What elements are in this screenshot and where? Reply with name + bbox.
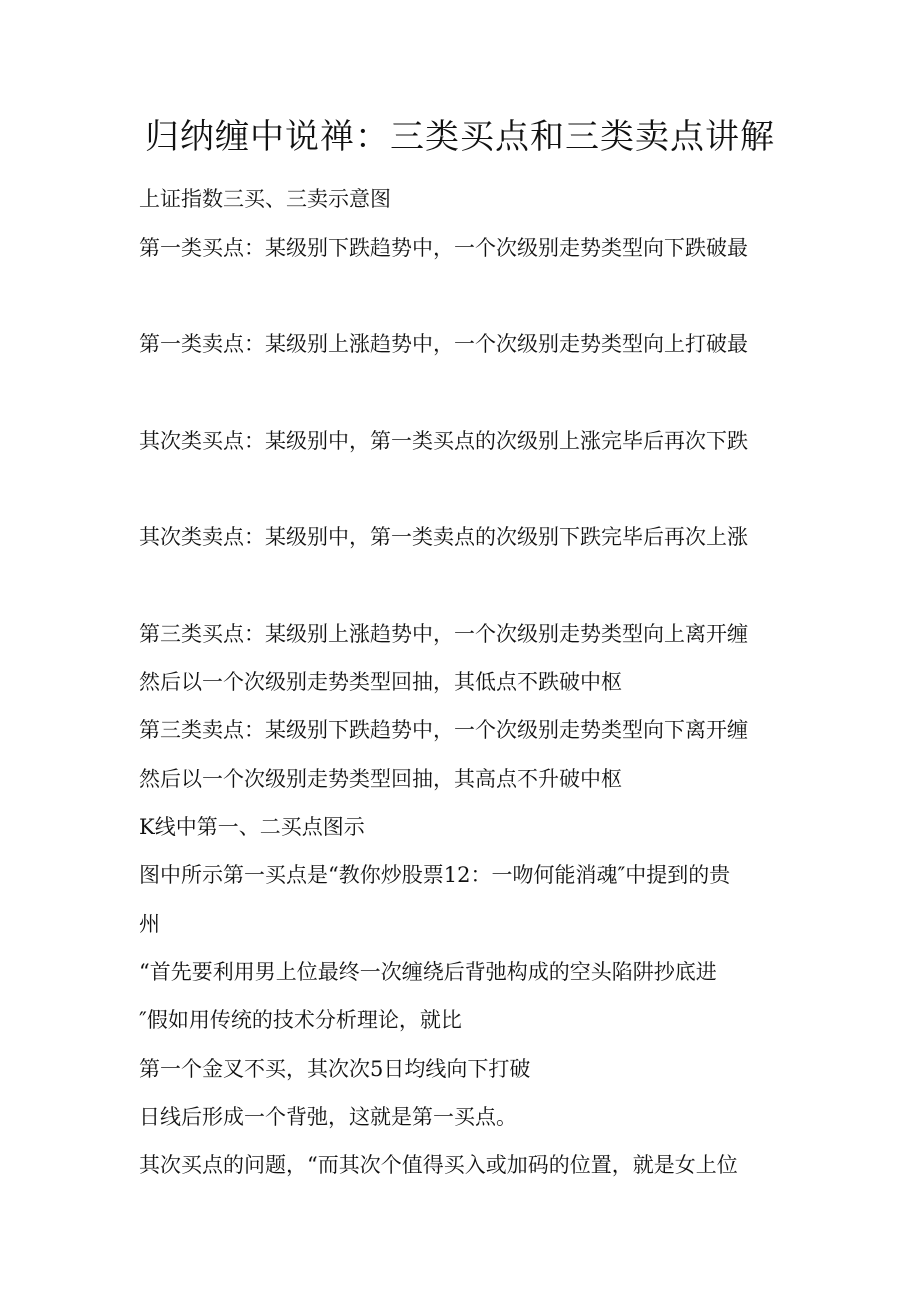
paragraph-line: 第三类卖点：某级别下跌趋势中，一个次级别走势类型向下离开缠 (139, 718, 748, 742)
document-title: 归纳缠中说禅：三类买点和三类卖点讲解 (145, 117, 775, 157)
paragraph-line: 其次类买点：某级别中，第一类买点的次级别上涨完毕后再次下跌 (139, 429, 748, 453)
paragraph-line: 图中所示第一买点是“教你炒股票12：一吻何能消魂″中提到的贵 (139, 863, 731, 887)
paragraph-line: 第一个金叉不买，其次次5日均线向下打破 (139, 1057, 531, 1081)
paragraph-line: 其次买点的问题，“而其次个值得买入或加码的位置，就是女上位 (139, 1153, 738, 1177)
paragraph-line: 其次类卖点：某级别中，第一类卖点的次级别下跌完毕后再次上涨 (139, 525, 748, 549)
paragraph-line: 然后以一个次级别走势类型回抽，其低点不跌破中枢 (139, 670, 622, 694)
paragraph-line: 州 (139, 912, 160, 936)
paragraph-line: “首先要利用男上位最终一次缠绕后背弛构成的空头陷阱抄底进 (139, 960, 717, 984)
paragraph-line: 上证指数三买、三卖示意图 (139, 187, 391, 211)
paragraph-line: 第三类买点：某级别上涨趋势中，一个次级别走势类型向上离开缠 (139, 622, 748, 646)
paragraph-line: 然后以一个次级别走势类型回抽，其高点不升破中枢 (139, 767, 622, 791)
paragraph-line: 第一类买点：某级别下跌趋势中，一个次级别走势类型向下跌破最 (139, 236, 748, 260)
paragraph-line: 第一类卖点：某级别上涨趋势中，一个次级别走势类型向上打破最 (139, 332, 748, 356)
paragraph-line: ″假如用传统的技术分析理论，就比 (139, 1008, 462, 1032)
paragraph-line: 日线后形成一个背弛，这就是第一买点。 (139, 1105, 517, 1129)
paragraph-line: K线中第一、二买点图示 (139, 815, 365, 839)
